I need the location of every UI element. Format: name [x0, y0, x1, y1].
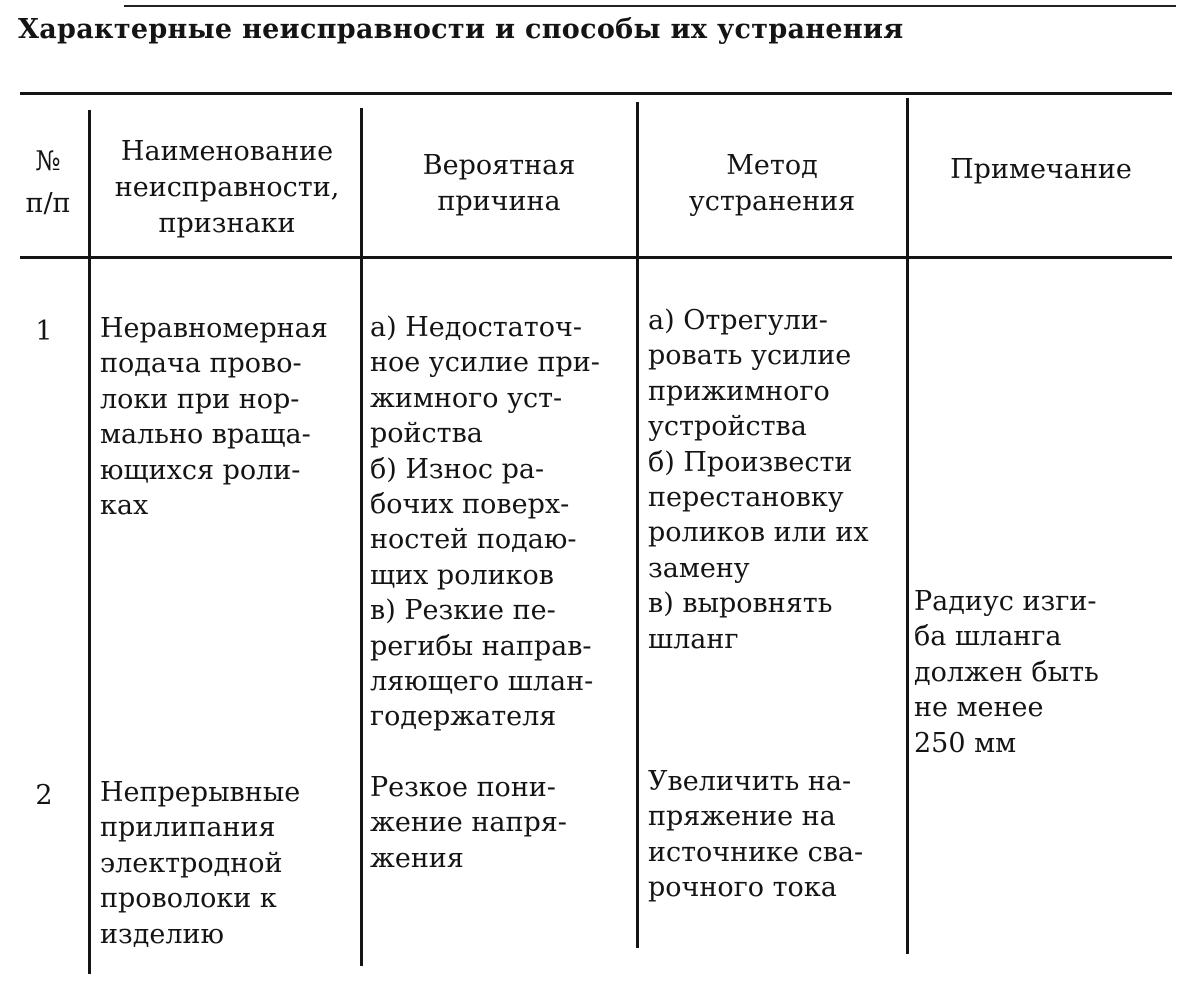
column-divider-3: [636, 102, 639, 948]
header-probable-cause: Вероятная причина: [422, 150, 576, 217]
row-1-fault-name: Неравномерная подача прово- локи при нор- мально враща- ющихся роли- ках: [100, 313, 328, 522]
header-note: Примечание: [950, 154, 1132, 185]
row-2-fix-method: Увеличить на- пряжение на источнике сва- рочного тока: [648, 766, 864, 904]
page-title: Характерные неисправности и способы их устранения: [18, 14, 904, 45]
row-1-number: 1: [35, 316, 53, 347]
column-divider-4: [906, 98, 909, 954]
row-1-fix-method: а) Отрегули- ровать усилие прижимного устройства б) Произвести перестановку роликов или их замену в) выровнять шланг: [648, 305, 869, 655]
column-divider-2: [360, 108, 363, 966]
header-fault-name: Наименование неисправности, признаки: [114, 136, 340, 239]
column-divider-1: [88, 110, 91, 974]
row-2-fault-name: Непрерывные прилипания электродной проволоки к изделию: [100, 777, 301, 950]
table-top-rule: [20, 92, 1172, 95]
row-2-number: 2: [35, 780, 53, 811]
top-rule: [124, 5, 1176, 7]
note-text: Радиус изги- ба шланга должен быть не менее 250 мм: [914, 586, 1099, 759]
row-2-probable-cause: Резкое пони- жение напря- жения: [370, 772, 567, 874]
header-fix-method: Метод устранения: [688, 150, 856, 217]
header-number: № п/п: [25, 146, 71, 219]
row-1-probable-cause: а) Недостаточ- ное усилие при- жимного уст- ройства б) Износ ра- бочих поверх- ностей подаю- щих роликов в) Резкие пе- регибы направ- ляющего шлан- годержателя: [370, 312, 600, 733]
header-bottom-rule: [20, 256, 1172, 259]
